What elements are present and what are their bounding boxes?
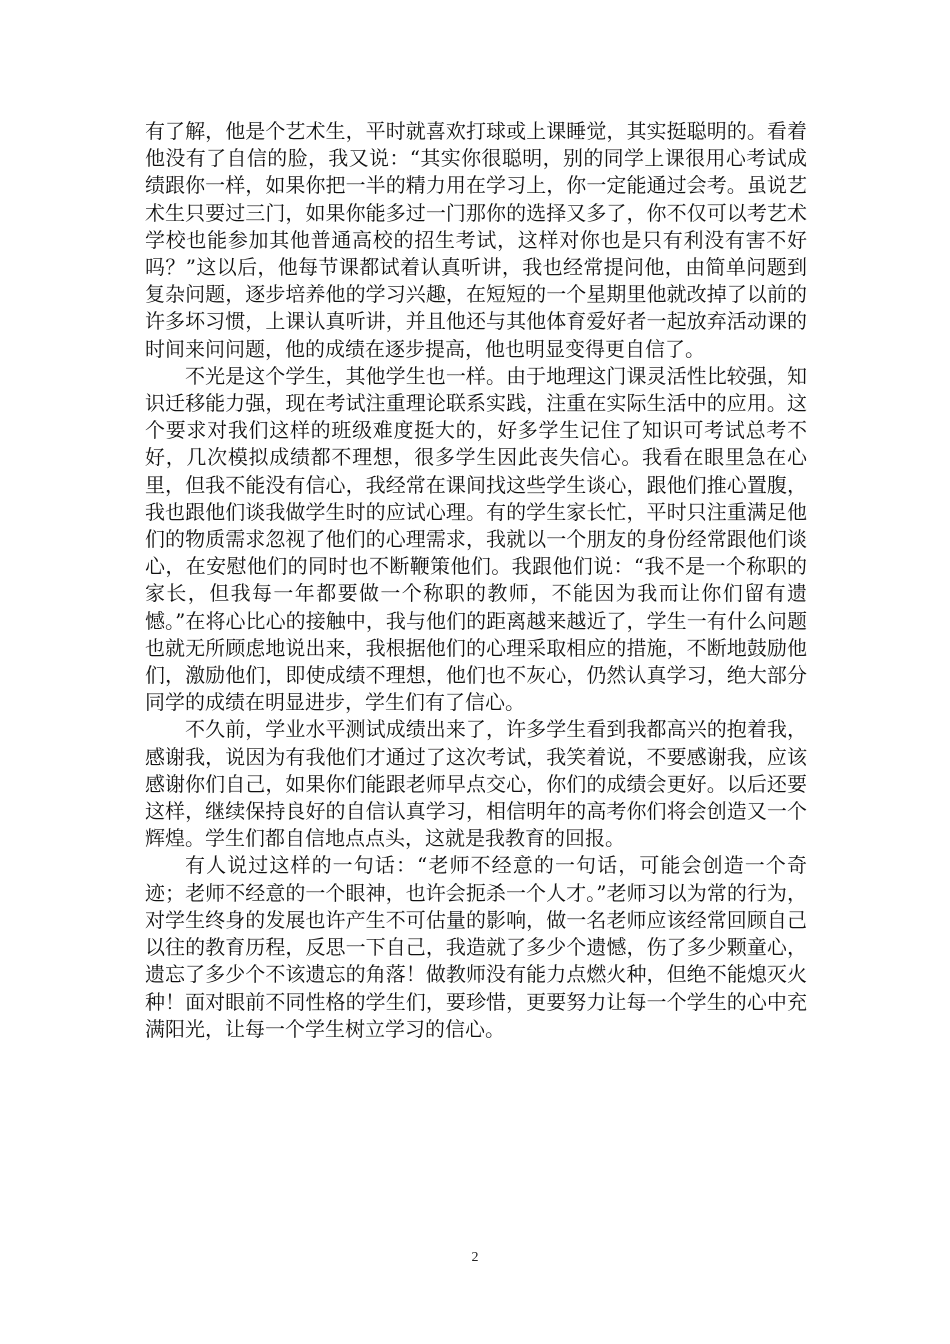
- document-body: [145, 118, 807, 1043]
- paragraph-3: 不久前，学业水平测试成绩出来了，许多学生看到我都高兴的抱着我，感谢我，说因为有我他们才通过了这次考试，我笑着说，不要感谢我，应该感谢你们自己，如果你们能跟老师早点交心，你们的成绩会更好。以后还要这样，继续保持良好的自信认真学习，相信明年的高考你们将会创造又一个辉煌。学生们都自信地点点头，这就是我教育的回报。: [145, 717, 807, 851]
- paragraph-4: 有人说过这样的一句话：“老师不经意的一句话，可能会创造一个奇迹；老师不经意的一个眼神，也许会扼杀一个人才。”老师习以为常的行为，对学生终身的发展也许产生不可估量的影响，做一名老师应该经常回顾自己以往的教育历程，反思一下自己，我造就了多少个遗憾，伤了多少颗童心，遗忘了多少个不该遗忘的角落！做教师没有能力点燃火种，但绝不能熄灭火种！面对眼前不同性格的学生们，要珍惜，更要努力让每一个学生的心中充满阳光，让每一个学生树立学习的信心。: [145, 853, 807, 1041]
- page-number: 2: [471, 1250, 479, 1265]
- paragraph-1: 有了解，他是个艺术生，平时就喜欢打球或上课睡觉，其实挺聪明的。看着他没有了自信的脸，我又说：“其实你很聪明，别的同学上课很用心考试成绩跟你一样，如果你把一半的精力用在学习上，你一定能通过会考。虽说艺术生只要过三门，如果你能多过一门那你的选择又多了，你不仅可以考艺术学校也能参加其他普通高校的招生考试，这样对你也是只有利没有害不好吗？”这以后，他每节课都试着认真听讲，我也经常提问他，由简单问题到复杂问题，逐步培养他的学习兴趣，在短短的一个星期里他就改掉了以前的许多坏习惯，上课认真听讲，并且他还与其他体育爱好者一起放弃活动课的时间来问问题，他的成绩在逐步提高，他也明显变得更自信了。: [145, 119, 807, 361]
- paragraph-2: 不光是这个学生，其他学生也一样。由于地理这门课灵活性比较强，知识迁移能力强，现在考试注重理论联系实践，注重在实际生活中的应用。这个要求对我们这样的班级难度挺大的，好多学生记住了知识可考试总考不好，几次模拟成绩都不理想，很多学生因此丧失信心。我看在眼里急在心里，但我不能没有信心，我经常在课间找这些学生谈心，跟他们推心置腹，我也跟他们谈我做学生时的应试心理。有的学生家长忙，平时只注重满足他们的物质需求忽视了他们的心理需求，我就以一个朋友的身份经常跟他们谈心，在安慰他们的同时也不断鞭策他们。我跟他们说：“我不是一个称职的家长，但我每一年都要做一个称职的教师，不能因为我而让你们留有遗憾。”在将心比心的接触中，我与他们的距离越来越近了，学生一有什么问题也就无所顾虑地说出来，我根据他们的心理采取相应的措施，不断地鼓励他们，激励他们，即使成绩不理想，他们也不灰心，仍然认真学习，绝大部分同学的成绩在明显进步，学生们有了信心。: [145, 363, 807, 715]
